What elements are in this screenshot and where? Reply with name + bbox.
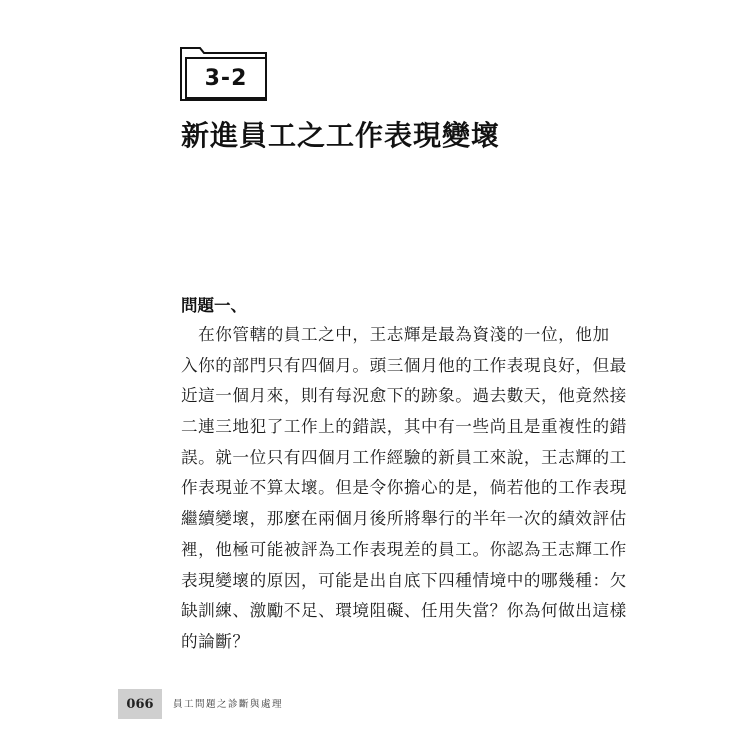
section-title: 新進員工之工作表現變壞 xyxy=(181,119,501,152)
body-line: 裡，他極可能被評為工作表現差的員工。你認為王志輝工作 xyxy=(181,539,627,559)
body-line: 缺訓練、激勵不足、環境阻礙、任用失當？你為何做出這樣 xyxy=(181,601,627,621)
page-number: 066 xyxy=(118,689,162,719)
body-line: 入你的部門只有四個月。頭三個月他的工作表現良好，但最 xyxy=(181,355,627,375)
question-body xyxy=(181,320,627,658)
body-line: 在你管轄的員工之中，王志輝是最為資淺的一位，他加 xyxy=(181,325,610,344)
body-line: 作表現並不算太壞。但是令你擔心的是，倘若他的工作表現 xyxy=(181,478,627,498)
running-footer-title: 員工問題之診斷與處理 xyxy=(173,699,284,710)
body-line: 表現變壞的原因，可能是出自底下四種情境中的哪幾種：欠 xyxy=(181,570,627,590)
body-line: 二連三地犯了工作上的錯誤，其中有一些尚且是重複性的錯 xyxy=(181,417,627,437)
section-number: 3-2 xyxy=(204,65,248,91)
body-line: 的論斷？ xyxy=(181,631,250,651)
body-line: 近這一個月來，則有每況愈下的跡象。過去數天，他竟然接 xyxy=(181,386,627,406)
body-line: 繼續變壞，那麼在兩個月後所將舉行的半年一次的績效評估 xyxy=(181,509,627,529)
question-heading: 問題一、 xyxy=(181,296,247,315)
body-line: 誤。就一位只有四個月工作經驗的新員工來說，王志輝的工 xyxy=(181,447,627,467)
section-number-badge xyxy=(180,46,270,102)
